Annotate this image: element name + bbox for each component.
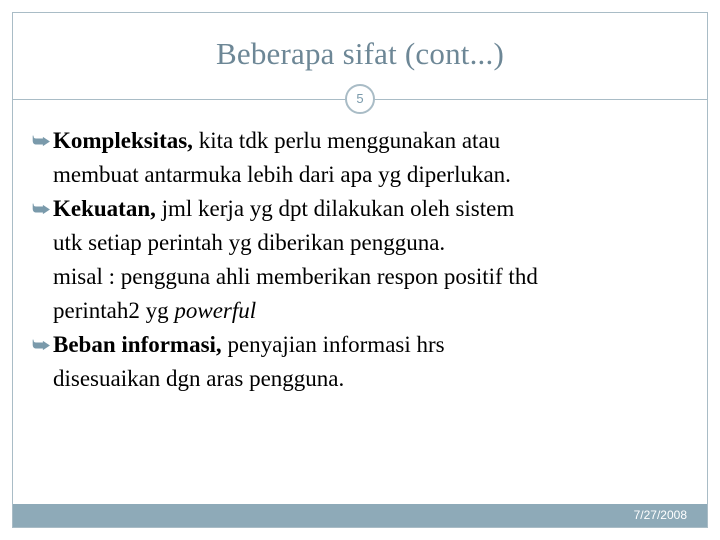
bullet-arrow-icon: ⮩: [32, 129, 51, 153]
footer-bar: [13, 504, 707, 527]
slide-body: [32, 124, 698, 396]
bullet-term: Kompleksitas,: [53, 128, 193, 153]
bullet-term: Kekuatan,: [53, 196, 156, 221]
bullet-arrow-icon: ⮩: [32, 333, 51, 357]
bullet-emphasis: powerful: [174, 298, 257, 323]
footer-date: 7/27/2008: [633, 508, 687, 522]
bullet-term: Beban informasi,: [53, 332, 222, 357]
slide-title: Beberapa sifat (cont...): [216, 36, 504, 71]
bullet-text: misal : pengguna ahli memberikan respon positif thd: [53, 264, 538, 289]
bullet-arrow-icon: ⮩: [32, 197, 51, 221]
bullet-text: jml kerja yg dpt dilakukan oleh sistem: [155, 196, 515, 221]
bullet-text: kita tdk perlu menggunakan atau: [192, 128, 501, 153]
bullet-item-kompleksitas: [32, 124, 698, 192]
bullet-text: perintah2 yg: [53, 298, 175, 323]
bullet-item-beban-informasi: [32, 328, 698, 396]
bullet-text: membuat antarmuka lebih dari apa yg diperlukan.: [53, 162, 511, 187]
bullet-text: penyajian informasi hrs: [221, 332, 445, 357]
slide-number-badge: 5: [345, 84, 375, 114]
bullet-text: utk setiap perintah yg diberikan pengguna.: [53, 230, 446, 255]
bullet-item-kekuatan: [32, 192, 698, 328]
bullet-text: disesuaikan dgn aras pengguna.: [53, 366, 345, 391]
